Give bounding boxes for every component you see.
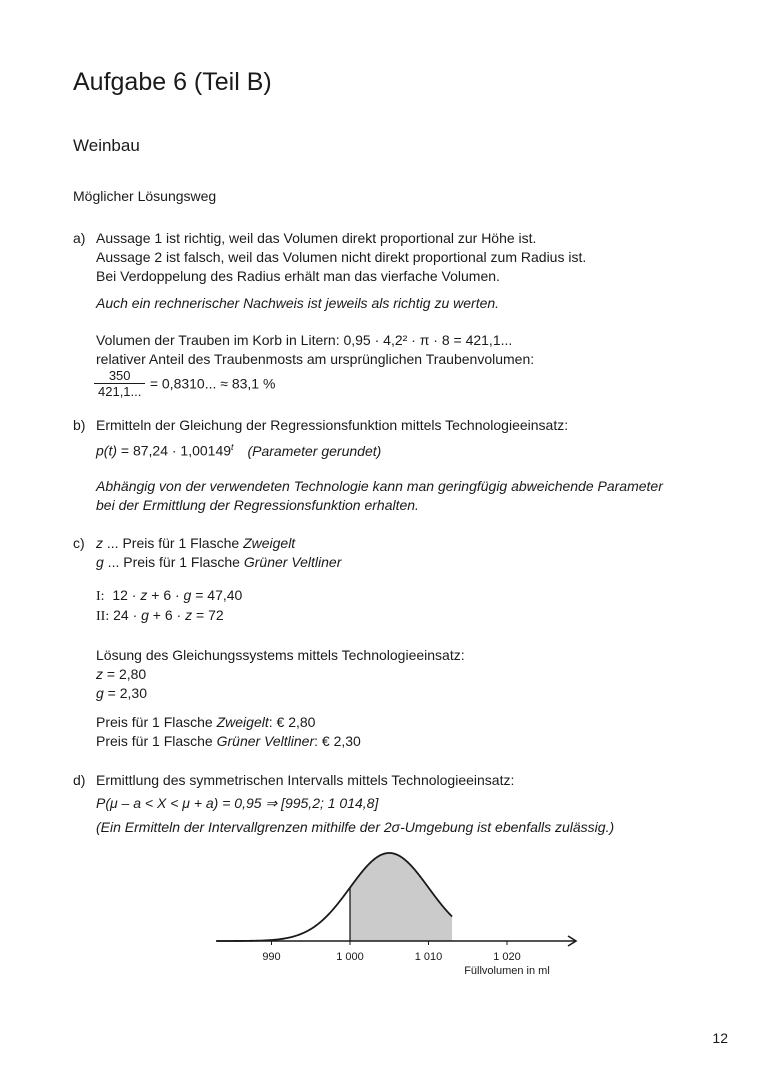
fraction-denominator: 421,1... — [98, 384, 142, 399]
def-g — [96, 552, 341, 572]
equation-body: = 87,24 · 1,00149 — [117, 442, 232, 459]
def-z — [96, 533, 295, 553]
equation-2 — [96, 605, 224, 627]
share-text: relativer Anteil des Traubenmosts am ursprünglichen Traubenvolumen: — [96, 351, 535, 367]
price-z-value: : € 2,80 — [268, 714, 316, 730]
part-b-label: b) — [73, 417, 86, 433]
eq1-var-z: z — [140, 587, 148, 603]
def-z-text: ... Preis für 1 Flasche — [103, 535, 244, 551]
x-tick-label: 990 — [262, 951, 281, 963]
shaded-area — [350, 853, 452, 941]
x-ticks — [262, 941, 520, 963]
sol-var-g: g — [96, 685, 104, 701]
eq1-var-g: g — [183, 587, 192, 603]
part-d-note: (Ein Ermitteln der Intervallgrenzen mithilfe der 2σ-Umgebung ist ebenfalls zulässig.) — [96, 819, 615, 835]
price-z-prefix: Preis für 1 Flasche — [96, 714, 217, 730]
part-a-label: a) — [73, 230, 86, 246]
fraction-numerator: 350 — [94, 368, 145, 384]
page-number: 12 — [712, 1030, 728, 1046]
price-g-wine: Grüner Veltliner — [216, 733, 315, 749]
param-note: (Parameter gerundet) — [247, 442, 382, 459]
x-tick-label: 1 000 — [336, 951, 364, 963]
share-fraction-row — [94, 368, 275, 399]
eq1-a: 12 · — [112, 587, 141, 603]
x-tick-label: 1 010 — [414, 951, 443, 963]
section-title: Weinbau — [73, 136, 140, 155]
wine-g: Grüner Veltliner — [243, 554, 342, 570]
function-name: p(t) — [96, 442, 117, 459]
statement-1: Aussage 1 ist richtig, weil das Volumen direkt proportional zur Höhe ist. — [96, 230, 537, 246]
eq1-c: = 47,40 — [191, 587, 243, 603]
x-axis-label: Füllvolumen in ml — [464, 965, 550, 977]
interval-formula: P(μ – a < X < μ + a) = 0,95 ⇒ [995,2; 1 014,8] — [96, 795, 379, 811]
part-b-note-2: bei der Ermittlung der Regressionsfunktion erhalten. — [96, 497, 419, 513]
var-z: z — [96, 535, 103, 551]
eq2-tag: II: — [96, 609, 110, 624]
fraction-result: = 0,8310... ≈ 83,1 % — [149, 375, 276, 392]
part-c-label: c) — [73, 535, 85, 551]
g-solution — [96, 683, 147, 703]
wine-z: Zweigelt — [243, 535, 296, 551]
price-g — [96, 731, 361, 751]
regression-equation — [96, 437, 381, 461]
price-z-wine: Zweigelt — [216, 714, 269, 730]
price-z — [96, 712, 315, 732]
part-d-label: d) — [73, 772, 86, 788]
eq2-c: = 72 — [192, 607, 224, 623]
equation-1 — [96, 585, 242, 607]
volume-calc: Volumen der Trauben im Korb in Litern: 0,95 · 4,2² · π · 8 = 421,1... — [96, 332, 513, 348]
z-solution — [96, 664, 146, 684]
part-a-note: Auch ein rechnerischer Nachweis ist jeweils als richtig zu werten. — [96, 295, 500, 311]
g-value: = 2,30 — [103, 685, 147, 701]
part-b-intro: Ermitteln der Gleichung der Regressionsfunktion mittels Technologieeinsatz: — [96, 417, 569, 433]
method-label: Möglicher Lösungsweg — [73, 188, 217, 204]
var-g: g — [96, 554, 104, 570]
x-tick-label: 1 020 — [493, 951, 521, 963]
statement-3: Bei Verdoppelung des Radius erhält man das vierfache Volumen. — [96, 268, 500, 284]
page-title: Aufgabe 6 (Teil B) — [73, 68, 272, 96]
sol-var-z: z — [96, 666, 103, 682]
normal-distribution-chart — [200, 840, 600, 990]
share-fraction — [94, 368, 145, 399]
eq1-b: + 6 · — [147, 587, 184, 603]
z-value: = 2,80 — [103, 666, 147, 682]
equation-exponent: t — [231, 442, 234, 452]
eq1-tag: I: — [96, 589, 105, 604]
def-g-text: ... Preis für 1 Flasche — [103, 554, 244, 570]
solve-text: Lösung des Gleichungssystems mittels Technologieeinsatz: — [96, 647, 465, 663]
price-g-prefix: Preis für 1 Flasche — [96, 733, 217, 749]
part-b-note-1: Abhängig von der verwendeten Technologie kann man geringfügig abweichende Parameter — [96, 478, 663, 494]
eq2-b: + 6 · — [148, 607, 186, 623]
price-g-value: : € 2,30 — [314, 733, 361, 749]
eq2-var-z: z — [185, 607, 193, 623]
statement-2: Aussage 2 ist falsch, weil das Volumen nicht direkt proportional zum Radius ist. — [96, 249, 587, 265]
eq2-var-g: g — [141, 607, 149, 623]
eq2-a: 24 · — [113, 607, 142, 623]
part-d-intro: Ermittlung des symmetrischen Intervalls mittels Technologieeinsatz: — [96, 772, 515, 788]
